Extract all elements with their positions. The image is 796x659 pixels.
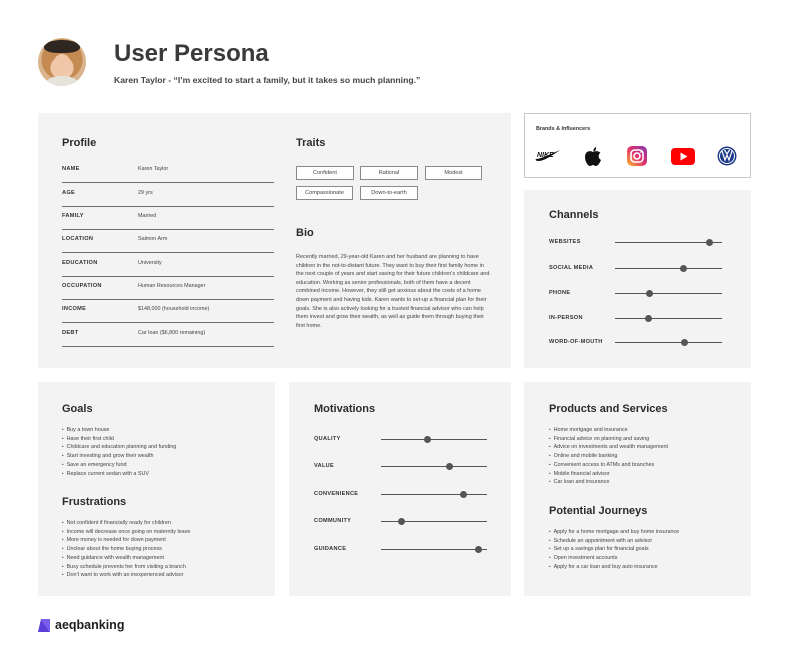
channel-slider [615,342,722,343]
slider-knob [680,265,687,272]
footer-brand: aeqbanking [55,618,125,632]
frustrations-heading: Frustrations [62,496,127,508]
hat-shape [44,40,80,53]
profile-card [38,113,511,368]
profile-row [62,324,274,347]
avatar [38,38,86,86]
slider-knob [706,239,713,246]
list-item: • Childcare and education planning and funding [62,443,176,452]
brands-label: Brands & Influencers [536,126,591,132]
list-item: • Income will decrease once going on maternity leave [62,528,190,537]
trait-chip: Down-to-earth [360,186,418,200]
channel-slider [615,242,722,243]
list-item: • Apply for a home mortgage and buy home insurance [549,528,679,537]
list-item: • Set up a savings plan for financial goals [549,545,679,554]
channel-slider [615,318,722,319]
list-item: • Home mortgage and insurance [549,426,668,435]
journeys-heading: Potential Journeys [549,505,648,517]
goals-heading: Goals [62,403,93,415]
channel-slider [615,293,722,294]
page-title: User Persona [114,40,269,67]
volkswagen-icon [716,146,738,166]
slider-knob [424,436,431,443]
slider-knob [446,463,453,470]
motivation-slider [381,521,487,522]
channel-label: IN-PERSON [549,315,583,321]
channel-label: PHONE [549,290,571,296]
slider-knob [645,315,652,322]
profile-value: Married [138,213,157,219]
instagram-icon [626,146,648,166]
frustrations-list [62,519,190,580]
traits-heading: Traits [296,137,326,149]
list-item: • Buy a town house [62,426,176,435]
slider-knob [646,290,653,297]
profile-label: DEBT [62,330,79,336]
motivation-label: VALUE [314,463,335,469]
profile-label: LOCATION [62,236,94,242]
motivation-label: GUIDANCE [314,546,347,552]
list-item: • Busy schedule prevents her from visiting a branch [62,563,190,572]
profile-label: OCCUPATION [62,283,102,289]
motivation-slider [381,439,487,440]
channel-label: WEBSITES [549,239,581,245]
products-card [524,382,751,596]
slider-knob [681,339,688,346]
channels-card [524,190,751,368]
profile-value: Human Resources Manager [138,283,206,289]
list-item: • Need guidance with wealth management [62,554,190,563]
profile-label: EDUCATION [62,260,98,266]
trait-chip: Modest [425,166,482,180]
profile-row [62,160,274,183]
motivation-slider [381,549,487,550]
list-item: • Online and mobile banking [549,452,668,461]
profile-row [62,230,274,253]
motivation-label: COMMUNITY [314,518,352,524]
slider-knob [460,491,467,498]
list-item: • Not confident if financially ready for children [62,519,190,528]
aeqbanking-logo-icon [38,619,50,632]
profile-label: AGE [62,190,76,196]
profile-value: Salmon Arm [138,236,168,242]
products-list [549,426,668,487]
list-item: • Schedule an appointment with an advisor [549,537,679,546]
products-heading: Products and Services [549,403,668,415]
profile-row [62,207,274,230]
profile-row [62,254,274,277]
trait-chip: Confident [296,166,354,180]
list-item: • Mobile financial advisor [549,470,668,479]
profile-heading: Profile [62,137,97,149]
motivation-slider [381,494,487,495]
profile-value: University [138,260,162,266]
motivation-label: QUALITY [314,436,341,442]
profile-value: 29 yrs [138,190,153,196]
list-item: • Car loan and insurance [549,478,668,487]
slider-knob [475,546,482,553]
brands-card [524,113,751,178]
profile-label: FAMILY [62,213,84,219]
trait-chip: Compassionate [296,186,353,200]
list-item: • Start investing and grow their wealth [62,452,176,461]
profile-label: INCOME [62,306,87,312]
journeys-list [549,528,679,572]
motivations-card [289,382,511,596]
list-item: • Replace current sedan with a SUV [62,470,176,479]
profile-value: Karen Taylor [138,166,169,172]
svg-text:NIKE: NIKE [537,152,554,159]
motivation-slider [381,466,487,467]
apple-icon [583,146,603,166]
trait-chip: Rational [360,166,418,180]
youtube-icon [670,146,696,166]
list-item: • Financial advice on planning and saving [549,435,668,444]
bio-text: Recently married, 29-year-old Karen and her husband are planning to have children in the not-to-distant future. They want to buy their first family home in the next couple of years and start saving for their future children’s childcare and education. Working as senior professionals, both of them have a decent combined income. However, they still get anxious about the costs of a home down payment and having kids. Karen wants to set-up a financial plan for their goals. She is also actively looking for a trusted financial advisor who can help them invest and grow their wealth, as well as guide them through buying their first home. [296,254,490,329]
face-shape [53,54,71,76]
profile-value: $148,000 (household income) [138,306,210,312]
list-item: • Save an emergency fund [62,461,176,470]
motivations-heading: Motivations [314,403,376,415]
list-item: • Open investment accounts [549,554,679,563]
profile-row [62,184,274,207]
list-item: • Convenient access to ATMs and branches [549,461,668,470]
motivation-label: CONVENIENCE [314,491,359,497]
bio-heading: Bio [296,227,314,239]
channels-heading: Channels [549,209,599,221]
list-item: • Apply for a car loan and buy auto insurance [549,563,679,572]
list-item: • Unclear about the home buying process [62,545,190,554]
list-item: • Have their first child [62,435,176,444]
profile-value: Car loan ($6,800 remaining) [138,330,206,336]
channel-label: SOCIAL MEDIA [549,265,594,271]
profile-row [62,300,274,323]
goals-list [62,426,176,478]
goals-card [38,382,275,596]
profile-label: NAME [62,166,80,172]
list-item: • Don’t want to work with an inexperienced advisor [62,571,190,580]
channel-slider [615,268,722,269]
list-item: • Advice on investments and wealth management [549,443,668,452]
page-subtitle: Karen Taylor - “I’m excited to start a family, but it takes so much planning.” [114,75,421,85]
nike-icon [535,146,561,166]
slider-knob [398,518,405,525]
channel-label: WORD-OF-MOUTH [549,339,603,345]
profile-row [62,277,274,300]
list-item: • More money is needed for down payment [62,536,190,545]
shirt-shape [46,76,78,86]
